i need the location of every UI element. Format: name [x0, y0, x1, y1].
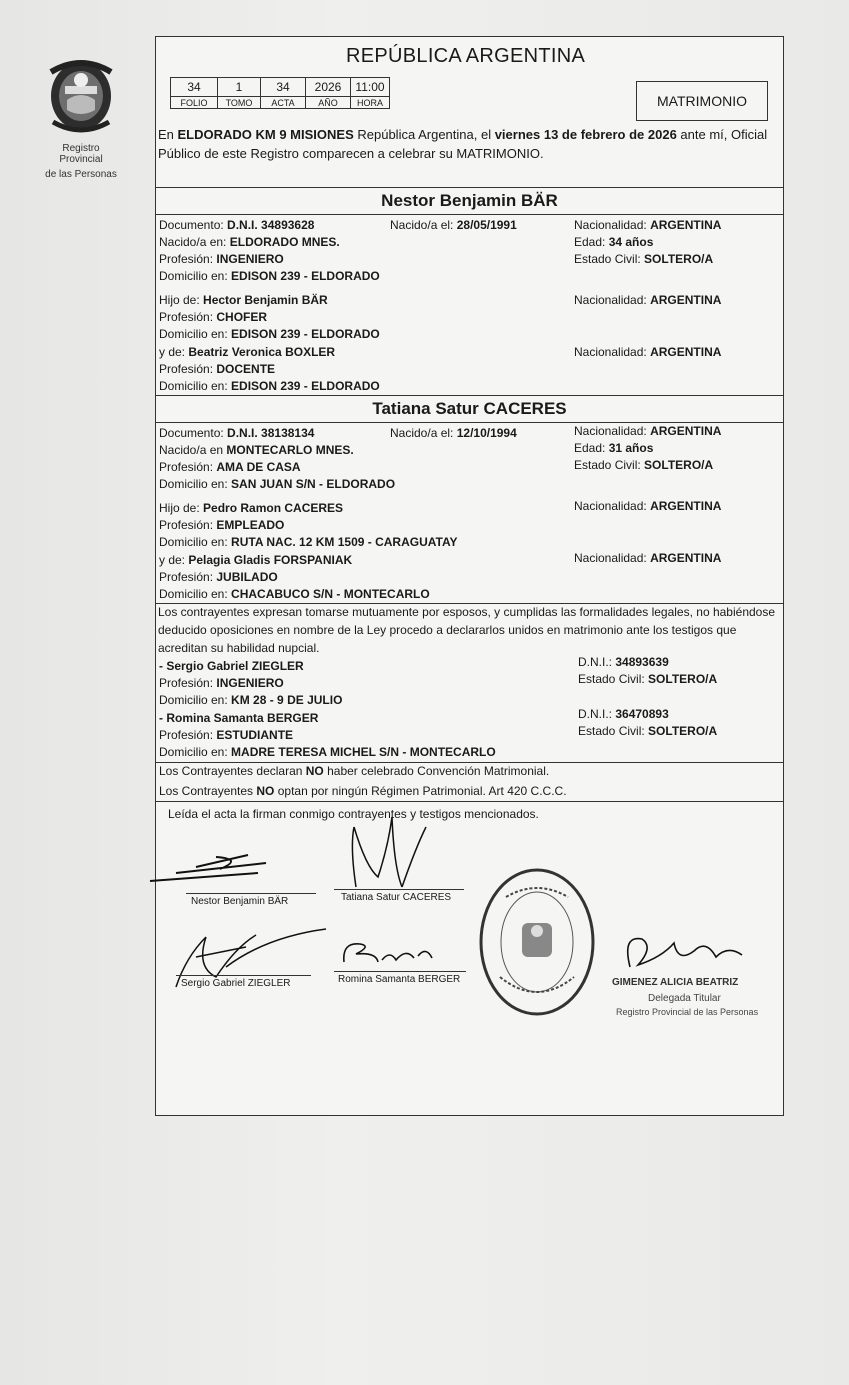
- intro-text: [158, 125, 780, 163]
- spouse1-documento: Documento: D.N.I. 34893628: [159, 218, 315, 232]
- folio-label: FOLIO: [171, 97, 218, 109]
- spouse2-edad: Edad: 31 años: [574, 441, 654, 455]
- spouse1-father-nacionalidad: Nacionalidad: ARGENTINA: [574, 293, 722, 307]
- anio-value: 2026: [306, 78, 351, 97]
- folio-value: 34: [171, 78, 218, 97]
- divider: [156, 187, 783, 188]
- official-name: GIMENEZ ALICIA BEATRIZ: [612, 977, 739, 988]
- provincial-seal-icon: [43, 52, 119, 134]
- official-office: Registro Provincial de las Personas: [616, 1007, 759, 1017]
- spouse1-profesion: Profesión: INGENIERO: [159, 252, 284, 266]
- spouse2-father-profesion: Profesión: EMPLEADO: [159, 518, 285, 532]
- tomo-value: 1: [218, 78, 261, 97]
- witness1-profesion: Profesión: INGENIERO: [159, 676, 284, 690]
- intro-post: ante mí, Oficial Público de este Registro comparecen a celebrar su MATRIMONIO.: [158, 127, 768, 161]
- divider: [156, 762, 783, 763]
- spouse2-name: Tatiana Satur CACERES: [372, 399, 567, 418]
- spouse1-mother-domicilio: Domicilio en: EDISON 239 - ELDORADO: [159, 379, 380, 393]
- logo-caption-line1: Registro Provincial: [59, 143, 103, 165]
- official-role: Delegada Titular: [648, 993, 721, 1004]
- signature-line: [186, 893, 316, 894]
- divider: [156, 395, 783, 396]
- spouse1-mother-nacionalidad: Nacionalidad: ARGENTINA: [574, 345, 722, 359]
- spouse1-mother-profesion: Profesión: DOCENTE: [159, 362, 276, 376]
- witness1-estado-civil: Estado Civil: SOLTERO/A: [578, 672, 718, 686]
- signature-stroke-1: [156, 837, 336, 897]
- closing-text: Leída el acta la firman conmigo contrayentes y testigos mencionados.: [168, 807, 539, 821]
- spouse2-mother-domicilio: Domicilio en: CHACABUCO S/N - MONTECARLO: [159, 587, 430, 601]
- marriage-certificate: [155, 36, 784, 1116]
- witness2-name: - Romina Samanta BERGER: [159, 711, 319, 725]
- spouse2-domicilio: Domicilio en: SAN JUAN S/N - ELDORADO: [159, 477, 396, 491]
- divider: [156, 214, 783, 215]
- hora-value: 11:00: [351, 78, 390, 97]
- spouse2-profesion: Profesión: AMA DE CASA: [159, 460, 301, 474]
- signature-line: [334, 971, 466, 972]
- registry-logo: [40, 52, 122, 180]
- spouse2-father: Hijo de: Pedro Ramon CACERES: [159, 501, 344, 515]
- intro-mid: República Argentina, el: [353, 127, 495, 142]
- signature-name-1: Nestor Benjamin BÄR: [191, 896, 289, 907]
- spouse1-name: Nestor Benjamin BÄR: [381, 191, 558, 210]
- intro-pre: En: [158, 127, 178, 142]
- witness2-profesion: Profesión: ESTUDIANTE: [159, 728, 294, 742]
- spouse2-father-domicilio: Domicilio en: RUTA NAC. 12 KM 1509 - CARAGUATAY: [159, 535, 458, 549]
- logo-caption-line2: de las Personas: [45, 169, 117, 180]
- acta-label: ACTA: [261, 97, 306, 109]
- witness2-estado-civil: Estado Civil: SOLTERO/A: [578, 724, 718, 738]
- hora-label: HORA: [351, 97, 390, 109]
- spouse1-domicilio: Domicilio en: EDISON 239 - ELDORADO: [159, 269, 380, 283]
- spouse1-edad: Edad: 34 años: [574, 235, 654, 249]
- acta-value: 34: [261, 78, 306, 97]
- signature-line: [176, 975, 311, 976]
- intro-date: viernes 13 de febrero de 2026: [494, 127, 677, 142]
- divider: [156, 801, 783, 802]
- spouse1-estado-civil: Estado Civil: SOLTERO/A: [574, 252, 714, 266]
- signature-line: [334, 889, 464, 890]
- spouse2-estado-civil: Estado Civil: SOLTERO/A: [574, 458, 714, 472]
- spouse2-nacido-el: Nacido/a el: 12/10/1994: [390, 426, 517, 440]
- spouse2-documento: Documento: D.N.I. 38138134: [159, 426, 315, 440]
- spouse2-nacionalidad: Nacionalidad: ARGENTINA: [574, 424, 722, 438]
- anio-label: AÑO: [306, 97, 351, 109]
- intro-place: ELDORADO KM 9 MISIONES: [177, 127, 354, 142]
- official-stamp-icon: [478, 867, 596, 1017]
- tomo-label: TOMO: [218, 97, 261, 109]
- spouse1-mother: y de: Beatriz Veronica BOXLER: [159, 345, 336, 359]
- witness1-domicilio: Domicilio en: KM 28 - 9 DE JULIO: [159, 693, 343, 707]
- spouse1-father-profesion: Profesión: CHOFER: [159, 310, 268, 324]
- witness2-domicilio: Domicilio en: MADRE TERESA MICHEL S/N - MONTECARLO: [159, 745, 496, 759]
- witness1-dni: D.N.I.: 34893639: [578, 655, 669, 669]
- signature-name-3: Sergio Gabriel ZIEGLER: [181, 978, 291, 989]
- divider: [156, 422, 783, 423]
- spouse1-nacido-el: Nacido/a el: 28/05/1991: [390, 218, 517, 232]
- witness1-name: - Sergio Gabriel ZIEGLER: [159, 659, 304, 673]
- declaration-text: Los contrayentes expresan tomarse mutuamente por esposos, y cumplidas las formalidades legales, no habiéndose deducido oposiciones en nombre de la Ley procedo a declararlos unidos en matrimonio ante los testigos que acreditan su habilidad nupcial.: [158, 605, 776, 655]
- spouse2-mother-nacionalidad: Nacionalidad: ARGENTINA: [574, 551, 722, 565]
- spouse2-nacido-en: Nacido/a en MONTECARLO MNES.: [159, 443, 354, 457]
- spouse2-mother: y de: Pelagia Gladis FORSPANIAK: [159, 553, 353, 567]
- signature-name-4: Romina Samanta BERGER: [338, 974, 461, 985]
- page-title: REPÚBLICA ARGENTINA: [346, 45, 586, 67]
- record-table: [170, 77, 390, 109]
- document-type-box: [636, 81, 768, 121]
- regimen-note: Los Contrayentes NO optan por ningún Régimen Patrimonial. Art 420 C.C.C.: [159, 784, 567, 798]
- spouse1-father: Hijo de: Hector Benjamin BÄR: [159, 293, 328, 307]
- signature-name-2: Tatiana Satur CACERES: [341, 892, 452, 903]
- spouse1-nacionalidad: Nacionalidad: ARGENTINA: [574, 218, 722, 232]
- convencion-note: Los Contrayentes declaran NO haber celebrado Convención Matrimonial.: [159, 764, 550, 778]
- spouse1-nacido-en: Nacido/a en: ELDORADO MNES.: [159, 235, 340, 249]
- spouse1-father-domicilio: Domicilio en: EDISON 239 - ELDORADO: [159, 327, 380, 341]
- witness2-dni: D.N.I.: 36470893: [578, 707, 669, 721]
- spouse2-father-nacionalidad: Nacionalidad: ARGENTINA: [574, 499, 722, 513]
- document-type: MATRIMONIO: [657, 93, 747, 109]
- spouse2-mother-profesion: Profesión: JUBILADO: [159, 570, 278, 584]
